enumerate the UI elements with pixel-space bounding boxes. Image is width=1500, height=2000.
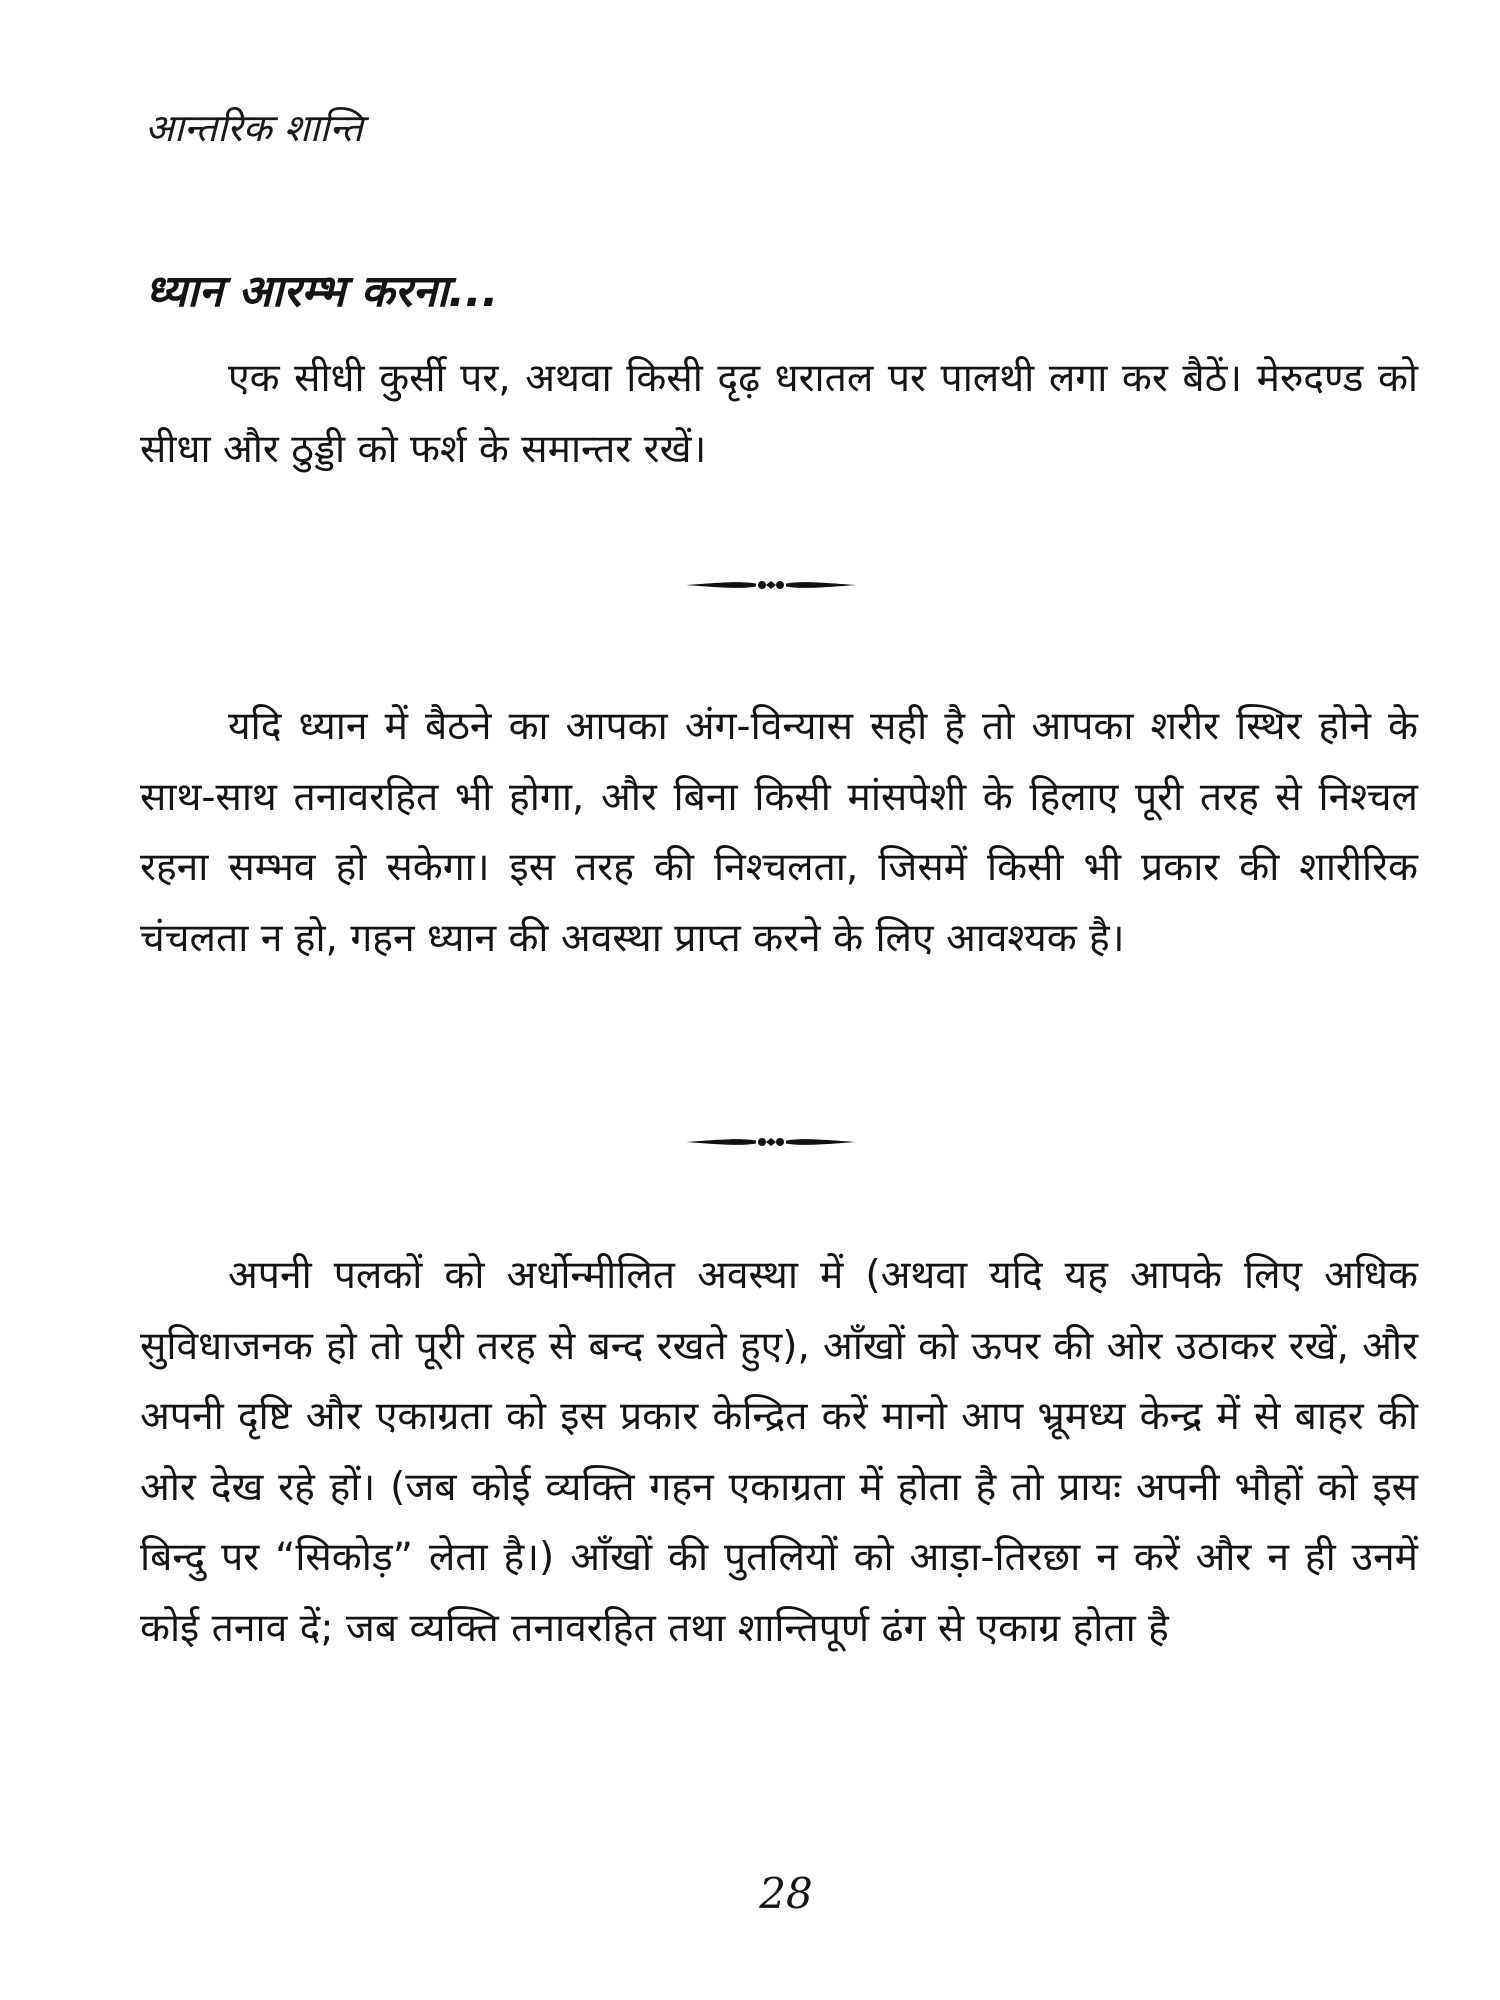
running-head: आन्तरिक शान्ति (145, 106, 363, 150)
page-number: 28 (759, 1869, 813, 1918)
paragraph-eyes: अपनी पलकों को अर्धोन्मीलित अवस्था में (अथवा यदि यह आपके लिए अधिक सुविधाजनक हो तो पूरी तरह से बन्द रखते हुए), आँखों को ऊपर की ओर उठाकर रखें, और अपनी दृष्टि और एकाग्रता को इस प्रकार केन्द्रित करें मानो आप भ्रूमध्य केन्द्र में से बाहर की ओर देख रहे हों। (जब कोई व्यक्ति गहन एकाग्रता में होता है तो प्रायः अपनी भौहों को इस बिन्दु पर “सिकोड़” लेता है।) आँखों की पुतलियों को आड़ा-तिरछा न करें और न ही उनमें कोई तनाव दें; जब व्यक्ति तनावरहित तथा शान्तिपूर्ण ढंग से एकाग्र होता है (140, 1253, 1418, 1651)
paragraph-posture: एक सीधी कुर्सी पर, अथवा किसी दृढ़ धरातल पर पालथी लगा कर बैठें। मेरुदण्ड को सीधा और ठुड्डी को फर्श के समान्तर रखें। (140, 356, 1418, 472)
section-heading: ध्यान आरम्भ करना... (145, 266, 499, 317)
section-divider-icon (686, 1132, 856, 1152)
paragraph-stillness: यदि ध्यान में बैठने का आपका अंग-विन्यास सही है तो आपका शरीर स्थिर होने के साथ-साथ तनावरहित भी होगा, और बिना किसी मांसपेशी के हिलाए पूरी तरह से निश्चल रहना सम्भव हो सकेगा। इस तरह की निश्चलता, जिसमें किसी भी प्रकार की शारीरिक चंचलता न हो, गहन ध्यान की अवस्था प्राप्त करने के लिए आवश्यक है। (140, 704, 1418, 961)
section-divider-icon (686, 575, 856, 595)
